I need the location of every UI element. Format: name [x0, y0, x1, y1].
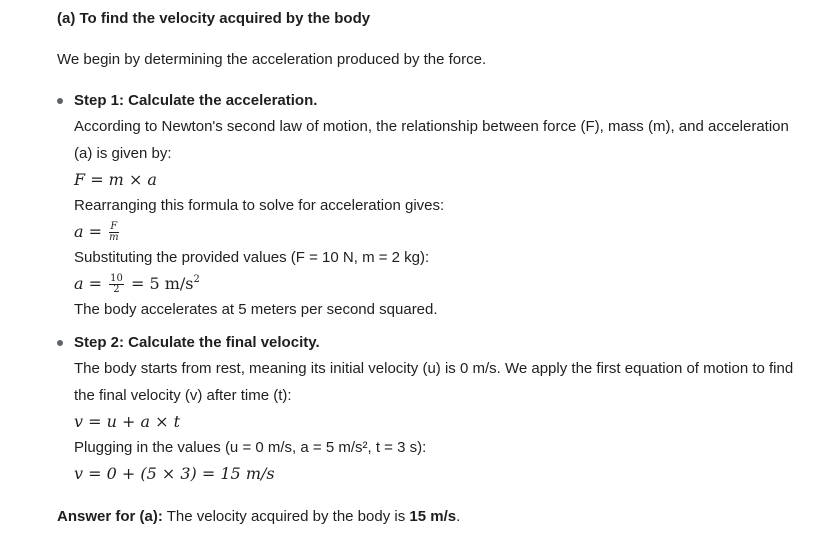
substitute-text: Substituting the provided values (F = 10 N, m = 2 kg): — [74, 249, 430, 266]
eq-lhs: a = — [74, 222, 103, 241]
equation-acceleration — [74, 219, 794, 245]
equation-force: F = m × a — [74, 170, 157, 189]
answer-value: 15 m/s — [409, 508, 457, 525]
fraction-f-over-m — [109, 222, 118, 243]
step-1-conclusion: The body accelerates at 5 meters per second squared. — [74, 301, 438, 318]
bullet-icon — [57, 98, 63, 104]
section-heading: (a) To find the velocity acquired by the body — [57, 10, 371, 27]
plug-text: Plugging in the values (u = 0 m/s, a = 5 m/s², t = 3 s): — [74, 439, 427, 456]
equation-acceleration-value — [74, 271, 794, 297]
numerator: 10 — [110, 273, 123, 284]
step-2-title: Step 2: Calculate the final velocity. — [74, 334, 320, 351]
equation-velocity-value: v = 0 + (5 × 3) = 15 m/s — [74, 464, 275, 483]
answer-line — [57, 507, 460, 527]
answer-label: Answer for (a): — [57, 508, 163, 525]
rearrange-text: Rearranging this formula to solve for acceleration gives: — [74, 197, 445, 214]
step-1-paragraph: According to Newton's second law of motion, the relationship between force (F), mass (m), and acceleration (a) is given by: — [74, 118, 789, 162]
step-1 — [74, 91, 794, 323]
answer-text: The velocity acquired by the body is — [162, 508, 410, 525]
intro-text: We begin by determining the acceleration produced by the force. — [57, 51, 487, 68]
bullet-icon — [57, 340, 63, 346]
eq-rhs: = 5 m/s — [130, 274, 194, 293]
denominator: m — [109, 232, 119, 243]
numerator: F — [110, 221, 118, 232]
step-2 — [74, 333, 794, 487]
eq-lhs: a = — [74, 274, 103, 293]
step-2-paragraph: The body starts from rest, meaning its initial velocity (u) is 0 m/s. We apply the first equation of motion to find the final velocity (v) after time (t): — [74, 360, 794, 404]
fraction-10-over-2 — [109, 274, 124, 295]
equation-velocity: v = u + a × t — [74, 412, 181, 431]
step-1-title: Step 1: Calculate the acceleration. — [74, 92, 318, 109]
exponent: 2 — [193, 274, 200, 285]
answer-end: . — [456, 508, 461, 525]
denominator: 2 — [113, 284, 120, 295]
